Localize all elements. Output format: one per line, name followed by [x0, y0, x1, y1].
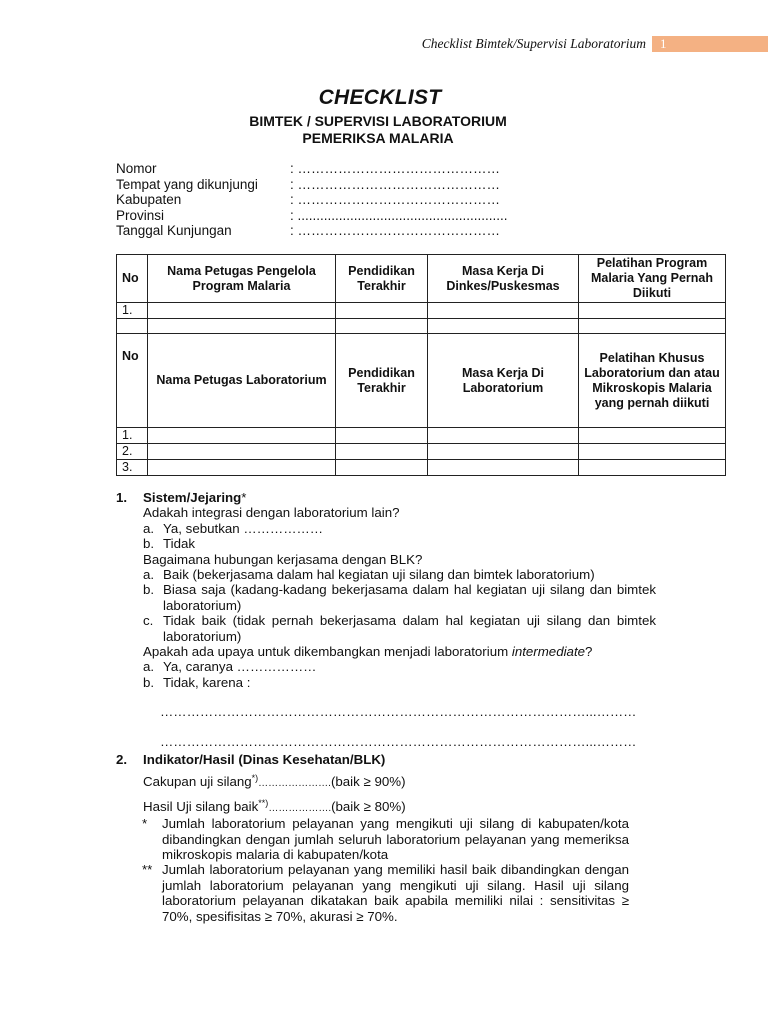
- table-cell[interactable]: [148, 319, 336, 334]
- table-cell[interactable]: [579, 319, 726, 334]
- info-label: Provinsi: [116, 207, 165, 223]
- info-value-field[interactable]: : ………………………………………: [290, 192, 501, 207]
- option-item[interactable]: b. Biasa saja (kadang-kadang bekerjasama dalam hal kegiatan uji silang dan bimtek laboratorium): [143, 582, 656, 613]
- answer-line[interactable]: ……………………………………………………………………………………...………: [160, 733, 637, 749]
- question-intermediate: Apakah ada upaya untuk dikembangkan menjadi laboratorium intermediate?: [143, 644, 593, 660]
- table2-header-nama: Nama Petugas Laboratorium: [148, 334, 336, 428]
- table-cell[interactable]: [148, 428, 336, 444]
- indicator-cakupan[interactable]: Cakupan uji silang*)………………….(baik ≥ 90%): [143, 773, 406, 790]
- info-row-provinsi: [116, 208, 536, 224]
- table2-header-row: [117, 334, 726, 428]
- footnote: ** Jumlah laboratorium pelayanan yang memiliki hasil baik dibandingkan dengan jumlah laboratorium pelayanan yang mengikuti uji silang. Hasil uji silang laboratorium pelayanan dikatakan baik apabila memiliki nilai : sensitivitas ≥ 70%, spesifisitas ≥ 70%, akurasi ≥ 70%.: [142, 862, 629, 924]
- table-cell[interactable]: [428, 319, 579, 334]
- document-subtitle-2: PEMERIKSA MALARIA: [302, 130, 454, 146]
- info-row-kabupaten: [116, 192, 536, 208]
- table1-header-pelatihan: Pelatihan Program Malaria Yang Pernah Diikuti: [579, 255, 726, 303]
- info-label: Kabupaten: [116, 192, 182, 207]
- option-item[interactable]: a. Ya, caranya ………………: [143, 659, 317, 675]
- table-cell[interactable]: [336, 428, 428, 444]
- row-number: 1.: [117, 303, 148, 319]
- table-cell[interactable]: [148, 303, 336, 319]
- info-row-nomor: [116, 161, 536, 177]
- table1-header-no: No: [117, 255, 148, 303]
- table-cell[interactable]: [579, 303, 726, 319]
- section-indikator-hasil: [116, 752, 656, 924]
- table1-header-pendidikan: Pendidikan Terakhir: [336, 255, 428, 303]
- option-item[interactable]: b. Tidak: [143, 536, 196, 552]
- row-number: 2.: [117, 444, 148, 460]
- table1-header-masa-kerja: Masa Kerja Di Dinkes/Puskesmas: [428, 255, 579, 303]
- table2-header-masa-kerja: Masa Kerja Di Laboratorium: [428, 334, 579, 428]
- page-number-badge: 1: [652, 36, 768, 52]
- option-item[interactable]: c. Tidak baik (tidak pernah bekerjasama dalam hal kegiatan uji silang dan bimtek laboratorium): [143, 613, 656, 644]
- info-label: Nomor: [116, 161, 157, 176]
- section-title: Indikator/Hasil (Dinas Kesehatan/BLK): [143, 752, 386, 767]
- section-number: 1.: [116, 490, 128, 505]
- info-label: Tanggal Kunjungan: [116, 223, 232, 238]
- table1-header-nama: Nama Petugas Pengelola Program Malaria: [148, 255, 336, 303]
- info-value-field[interactable]: : ………………………………………: [290, 176, 501, 192]
- row-number: 1.: [117, 428, 148, 444]
- table1-header-row: [117, 255, 726, 303]
- answer-line[interactable]: ……………………………………………………………………………………...………: [160, 704, 637, 720]
- row-number: [117, 319, 148, 334]
- section-title-mark: *: [241, 490, 247, 505]
- document-subtitle-1: BIMTEK / SUPERVISI LABORATORIUM: [249, 113, 507, 129]
- running-header: [0, 36, 768, 52]
- row-number: 3.: [117, 460, 148, 476]
- indicator-hasil-baik[interactable]: Hasil Uji silang baik**)……………….(baik ≥ 80%): [143, 797, 406, 814]
- section-title: Sistem/Jejaring: [143, 490, 242, 505]
- info-value-field[interactable]: : ………………………………………: [290, 223, 501, 238]
- table-cell[interactable]: [336, 303, 428, 319]
- table-cell[interactable]: [579, 428, 726, 444]
- info-row-tanggal: [116, 223, 536, 239]
- personnel-table: [116, 254, 726, 476]
- option-item[interactable]: b. Tidak, karena :: [143, 674, 251, 690]
- table-cell[interactable]: [428, 444, 579, 460]
- info-row-tempat: [116, 177, 536, 193]
- table-row: [117, 460, 726, 476]
- table-cell[interactable]: [148, 460, 336, 476]
- question-kerjasama: Bagaimana hubungan kerjasama dengan BLK?: [143, 551, 423, 567]
- option-item[interactable]: a. Ya, sebutkan ………………: [143, 520, 324, 536]
- info-value-field[interactable]: : ........................................................: [290, 207, 508, 223]
- table-row: [117, 319, 726, 334]
- table-cell[interactable]: [428, 460, 579, 476]
- table-cell[interactable]: [428, 428, 579, 444]
- section-number: 2.: [116, 752, 128, 767]
- option-item[interactable]: a. Baik (bekerjasama dalam hal kegiatan uji silang dan bimtek laboratorium): [143, 567, 595, 583]
- table-cell[interactable]: [336, 460, 428, 476]
- table-row: [117, 303, 726, 319]
- table2-header-pendidikan: Pendidikan Terakhir: [336, 334, 428, 428]
- table2-header-no: No: [117, 334, 148, 428]
- footnote: * Jumlah laboratorium pelayanan yang mengikuti uji silang di kabupaten/kota dibandingkan dengan jumlah seluruh laboratorium pelayanan yang memeriksa mikroskopis malaria di kabupaten/kota: [142, 816, 629, 863]
- question-integrasi: Adakah integrasi dengan laboratorium lain?: [143, 505, 400, 521]
- table-cell[interactable]: [336, 444, 428, 460]
- table-cell[interactable]: [148, 444, 336, 460]
- section-sistem-jejaring: [116, 490, 656, 749]
- table-cell[interactable]: [579, 444, 726, 460]
- document-title: CHECKLIST: [318, 86, 442, 109]
- table-cell[interactable]: [336, 319, 428, 334]
- running-title: Checklist Bimtek/Supervisi Laboratorium: [421, 36, 646, 51]
- visit-info-block: [116, 161, 536, 239]
- table-cell[interactable]: [579, 460, 726, 476]
- table2-header-pelatihan: Pelatihan Khusus Laboratorium dan atau Mikroskopis Malaria yang pernah diikuti: [579, 334, 726, 428]
- table-row: [117, 444, 726, 460]
- table-row: [117, 428, 726, 444]
- info-value-field[interactable]: : ………………………………………: [290, 161, 501, 176]
- info-label: Tempat yang dikunjungi: [116, 176, 258, 192]
- table-cell[interactable]: [428, 303, 579, 319]
